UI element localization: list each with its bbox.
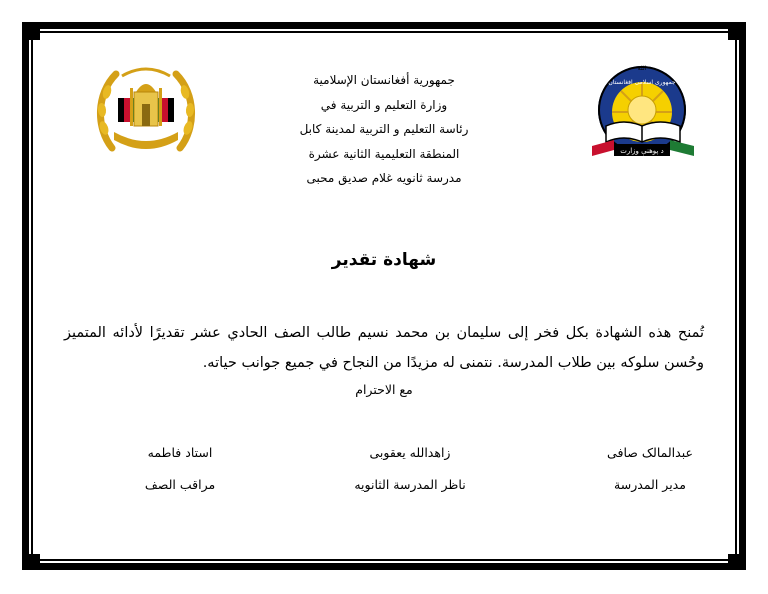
certificate-body: تُمنح هذه الشهادة بكل فخر إلى سليمان بن محمد نسيم طالب الصف الحادي عشر تقديرًا لأدائه المتميز وحُسن سلوكه بين طلاب المدرسة. نتمنى له مزيدًا من النجاح في جميع جوانب حياته. [64,325,704,371]
border-corner-bottom-left [27,554,40,567]
closing-phrase: مع الاحترام [355,382,413,397]
signature-role: مدیر المدرسة [614,477,686,492]
header-line-school: مدرسة ثانویه غلام صدیق محبی [306,171,462,185]
header-line-ministry: وزارة التعلیم و التربیة في [320,97,448,112]
signature-principal [565,437,735,501]
signature-name: استاد فاطمه [147,445,213,460]
signature-role: ناظر المدرسة الثانویه [354,477,466,492]
signature-role: مراقب الصف [144,477,216,492]
institution-header [234,68,534,191]
signature-name: عبدالمالک صافی [607,445,693,460]
border-corner-top-right [728,27,741,40]
signature-supervisor [325,437,495,501]
header-line-district: المنطقة التعلیمیة الثانیة عشرة [308,146,460,161]
border-corner-bottom-right [728,554,741,567]
border-corner-top-left [27,27,40,40]
signature-name: زاهدالله یعقوبی [369,445,451,460]
signature-class-monitor [95,437,265,501]
afghanistan-emblem-icon [92,58,200,158]
seal-top-text: الله [637,65,647,72]
seal-bottom-text: د پوهنې وزارت [620,147,664,155]
header-line-directorate: رئاسة التعلیم و التربیة لمدینة کابل [299,122,469,136]
ministry-seal-icon [584,60,702,160]
certificate-title: شهادة تقدير [331,250,437,270]
seal-ring-text: جمهوری اسلامی افغانستان [608,79,676,86]
header-line-country: جمهوریة أفغانستان الإسلامیة [313,73,455,87]
